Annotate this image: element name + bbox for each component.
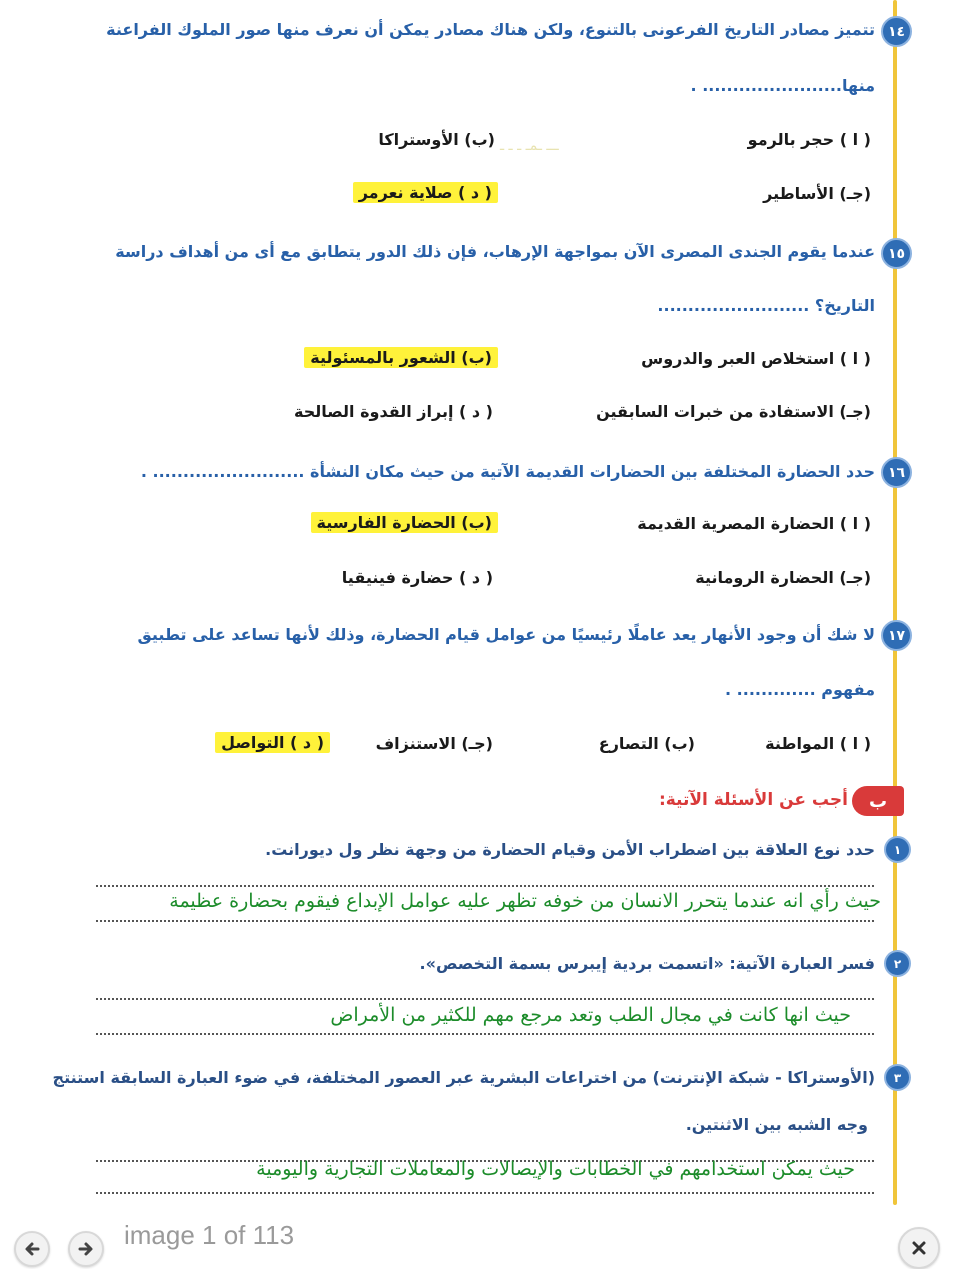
question-17-text-line1: لا شك أن وجود الأنهار يعد عاملًا رئيسيًا من عوامل قيام الحضارة، وذلك لأنها تساعد على تطبيق (137, 625, 875, 644)
question-17-option-b: (ب) التصارع (598, 734, 695, 753)
answer-line (96, 1192, 874, 1194)
section-b-question-2: فسر العبارة الآتية: «اتسمت بردية إيبرس بسمة التخصص». (419, 954, 875, 973)
arrow-right-icon (76, 1239, 96, 1259)
answer-highlight: (ب) الشعور بالمسئولية (304, 347, 498, 368)
question-number-17: ١٧ (881, 620, 912, 651)
question-16-option-d: ( د ) حضارة فينيقيا (341, 568, 493, 587)
section-b-number-1: ١ (884, 836, 911, 863)
margin-rule (893, 0, 897, 1205)
question-15-option-a: ( ا ) استخلاص العبر والدروس (641, 349, 871, 368)
section-b-badge: ب (852, 786, 904, 816)
question-15-option-b (304, 348, 498, 367)
question-17-option-d (215, 733, 330, 752)
section-b-question-3-line1: (الأوستراكا - شبكة الإنترنت) من اختراعات البشرية عبر العصور المختلفة، في ضوء العبارة السابقة استنتج (52, 1068, 875, 1087)
question-16-option-c: (جـ) الحضارة الرومانية (695, 568, 871, 587)
answer-highlight: ( د ) صلاية نعرمر (353, 182, 498, 203)
next-image-button[interactable] (68, 1231, 104, 1267)
question-15-text-line2: التاريخ؟ ......................... (657, 296, 875, 315)
question-number-16: ١٦ (881, 457, 912, 488)
question-15-text-line1: عندما يقوم الجندى المصرى الآن بمواجهة الإرهاب، فإن ذلك الدور يتطابق مع أى من أهداف دراسة (115, 242, 875, 261)
question-14-option-a: ( ا ) حجر بالرمو (747, 130, 871, 149)
answer-line (96, 998, 874, 1000)
image-counter: image 1 of 113 (124, 1220, 295, 1250)
question-15-option-d: ( د ) إبراز القدوة الصالحة (294, 402, 493, 421)
question-number-14: ١٤ (881, 16, 912, 47)
section-b-question-1: حدد نوع العلاقة بين اضطراب الأمن وقيام الحضارة من وجهة نظر ول ديورانت. (265, 840, 875, 859)
section-b-number-2: ٢ (884, 950, 911, 977)
question-16-option-b (311, 513, 499, 532)
answer-highlight: (ب) الحضارة الفارسية (311, 512, 499, 533)
question-number-15: ١٥ (881, 238, 912, 269)
question-14-text-line2: منها....................... . (690, 76, 875, 95)
close-viewer-button[interactable] (898, 1227, 940, 1269)
answer-highlight: ( د ) التواصل (215, 732, 330, 753)
section-b-title: أجب عن الأسئلة الآتية: (658, 790, 848, 810)
arrow-left-icon (22, 1239, 42, 1259)
handwritten-answer-2: حيث انها كانت في مجال الطب وتعد مرجع مهم للكثير من الأمراض (330, 1004, 851, 1026)
question-14-option-c: (جـ) الأساطير (763, 184, 871, 203)
question-14-text-line1: تتميز مصادر التاريخ الفرعونى بالتنوع، ولكن هناك مصادر يمكن أن نعرف منها صور الملوك الفراعنة (106, 20, 875, 39)
answer-line (96, 885, 874, 887)
answer-line (96, 920, 874, 922)
answer-line (96, 1033, 874, 1035)
handwritten-answer-1: حيث رأي انه عندما يتحرر الانسان من خوفه تظهر عليه عوامل الإبداع فيقوم بحضارة عظيمة (169, 890, 881, 912)
handwritten-answer-3: حيث يمكن استخدامهم في الخطابات والإيصالات والمعاملات التجارية واليومية (256, 1158, 855, 1180)
question-17-option-a: ( ا ) المواطنة (765, 734, 871, 753)
question-17-option-c: (جـ) الاستنزاف (375, 734, 493, 753)
question-16-option-a: ( ا ) الحضارة المصرية القديمة (637, 514, 871, 533)
close-icon (910, 1239, 928, 1257)
previous-image-button[interactable] (14, 1231, 50, 1267)
bleed-through-text: ـــ ـمـ ـ ـ ـ (500, 138, 559, 154)
question-17-text-line2: مفهوم ............. . (725, 680, 875, 699)
section-b-number-3: ٣ (884, 1064, 911, 1091)
question-16-text: حدد الحضارة المختلفة بين الحضارات القديمة الآتية من حيث مكان النشأة ......................... . (140, 462, 875, 481)
section-b-question-3-line2: وجه الشبه بين الاثنتين. (685, 1115, 868, 1134)
question-14-option-b: (ب) الأوستراكا (378, 130, 495, 149)
question-15-option-c: (جـ) الاستفادة من خبرات السابقين (596, 402, 871, 421)
question-14-option-d (353, 183, 498, 202)
